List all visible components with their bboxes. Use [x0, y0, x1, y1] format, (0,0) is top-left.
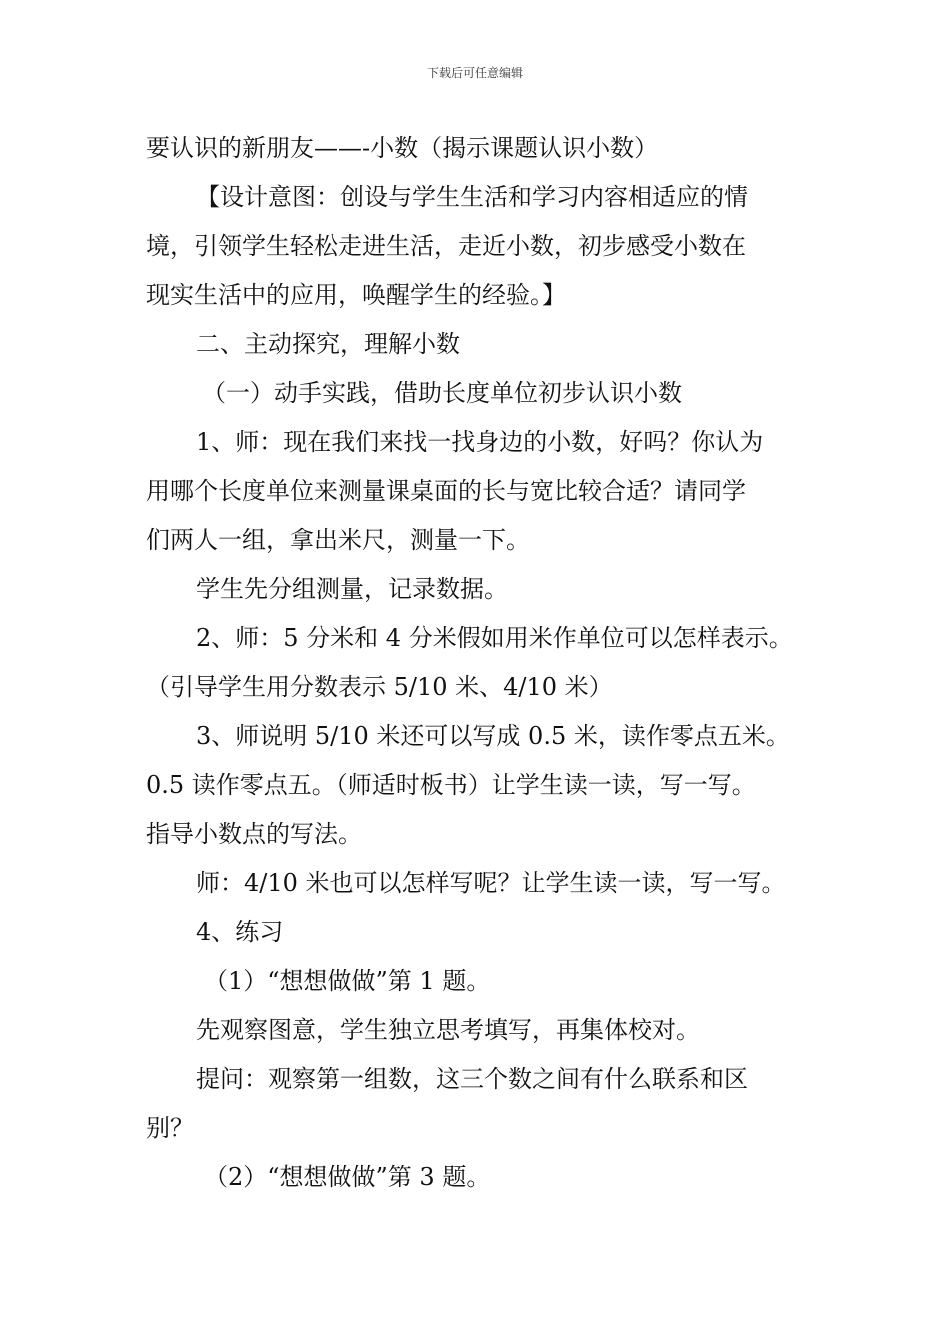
paragraph-line: （1）“想想做做”第 1 题。	[204, 967, 491, 995]
subsection-heading: （一）动手实践，借助长度单位初步认识小数	[202, 379, 682, 407]
paragraph-line: （引导学生用分数表示 5/10 米、4/10 米）	[146, 673, 613, 701]
paragraph-line: （2）“想想做做”第 3 题。	[204, 1163, 491, 1191]
paragraph-line: 用哪个长度单位来测量课桌面的长与宽比较合适？请同学	[146, 477, 746, 505]
paragraph-line: 现实生活中的应用，唤醒学生的经验。】	[146, 281, 566, 309]
page-header: 下载后可任意编辑	[426, 66, 523, 80]
paragraph-line: 要认识的新朋友——-小数（揭示课题认识小数）	[146, 134, 659, 162]
paragraph-line: 1、师：现在我们来找一找身边的小数，好吗？你认为	[196, 428, 764, 456]
section-heading: 二、主动探究，理解小数	[196, 330, 460, 358]
paragraph-line: 【设计意图：创设与学生生活和学习内容相适应的情	[196, 183, 748, 211]
paragraph-line: 2、师：5 分米和 4 分米假如用米作单位可以怎样表示。	[196, 624, 793, 652]
paragraph-line: 3、师说明 5/10 米还可以写成 0.5 米，读作零点五米。	[196, 722, 790, 750]
paragraph-line: 先观察图意，学生独立思考填写，再集体校对。	[196, 1016, 700, 1044]
paragraph-line: 别？	[146, 1114, 194, 1142]
paragraph-line: 们两人一组，拿出米尺，测量一下。	[146, 526, 530, 554]
paragraph-line: 指导小数点的写法。	[146, 820, 362, 848]
paragraph-line: 境，引领学生轻松走进生活，走近小数，初步感受小数在	[146, 232, 746, 260]
document-body	[146, 124, 836, 1202]
paragraph-line: 学生先分组测量，记录数据。	[196, 575, 508, 603]
paragraph-line: 提问：观察第一组数，这三个数之间有什么联系和区	[196, 1065, 748, 1093]
paragraph-line: 0.5 读作零点五。（师适时板书）让学生读一读，写一写。	[146, 771, 756, 799]
paragraph-line: 4、练习	[196, 918, 284, 946]
paragraph-line: 师：4/10 米也可以怎样写呢？让学生读一读，写一写。	[196, 869, 786, 897]
